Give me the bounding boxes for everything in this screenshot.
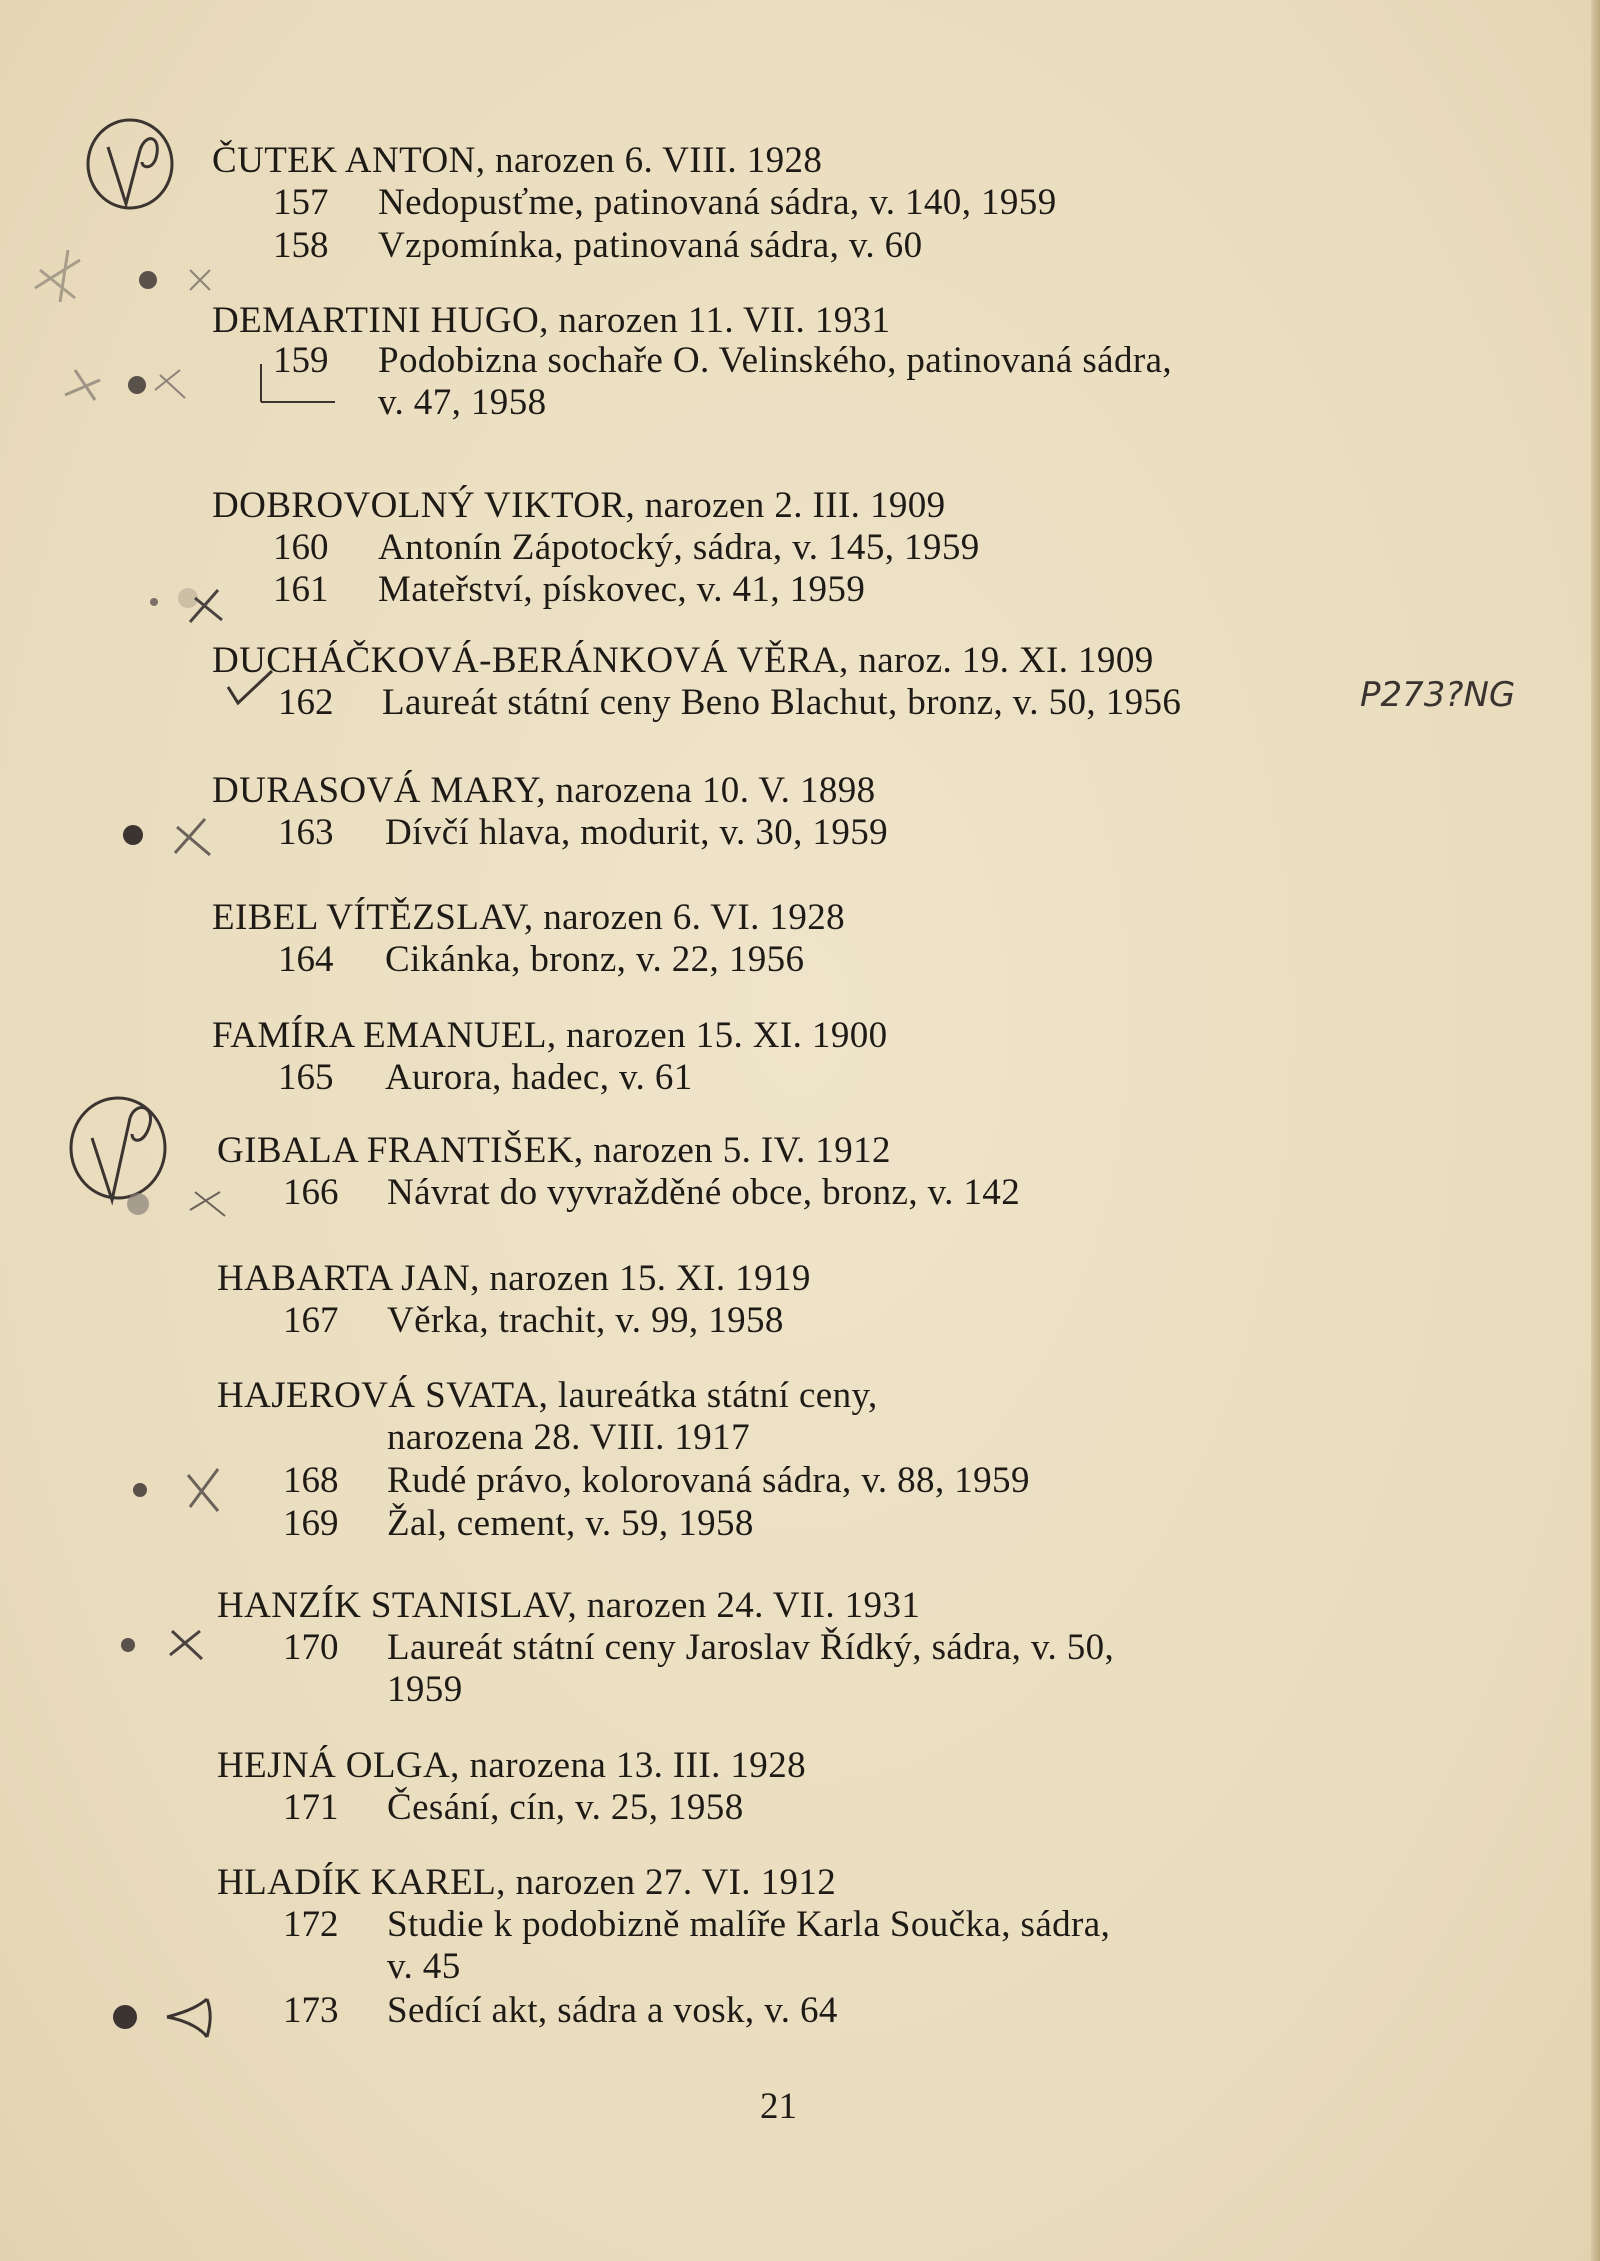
catalogue-number: 157	[273, 182, 329, 223]
work-description: Podobizna sochaře O. Velinského, patinovaná sádra,	[378, 340, 1173, 381]
catalogue-number: 160	[273, 527, 329, 568]
artist-heading: HLADÍK KAREL, narozen 27. VI. 1912	[217, 1862, 837, 1903]
work-description-continuation: v. 45	[387, 1946, 461, 1987]
work-description: Sedící akt, sádra a vosk, v. 64	[387, 1990, 838, 2031]
pencil-cross-mark-icon	[110, 1615, 230, 1675]
catalogue-number: 159	[273, 340, 329, 381]
circled-v-mark-icon	[80, 112, 180, 217]
pencil-cross-mark-icon	[30, 240, 240, 310]
work-description: Dívčí hlava, modurit, v. 30, 1959	[385, 812, 889, 853]
work-description: Rudé právo, kolorovaná sádra, v. 88, 1959	[387, 1460, 1030, 1501]
artist-heading: DOBROVOLNÝ VIKTOR, narozen 2. III. 1909	[212, 485, 946, 526]
catalogue-number: 166	[283, 1172, 339, 1213]
work-description: Vzpomínka, patinovaná sádra, v. 60	[378, 225, 923, 266]
catalogue-number: 158	[273, 225, 329, 266]
artist-heading: DEMARTINI HUGO, narozen 11. VII. 1931	[212, 300, 891, 341]
artist-heading: DURASOVÁ MARY, narozena 10. V. 1898	[212, 770, 876, 811]
catalogue-number: 164	[278, 939, 334, 980]
artist-heading: HAJEROVÁ SVATA, laureátka státní ceny,	[217, 1375, 878, 1416]
work-description: Česání, cín, v. 25, 1958	[387, 1787, 744, 1828]
artist-heading-continuation: narozena 28. VIII. 1917	[387, 1417, 750, 1458]
work-description: Antonín Zápotocký, sádra, v. 145, 1959	[378, 527, 980, 568]
work-description: Cikánka, bronz, v. 22, 1956	[385, 939, 805, 980]
pencil-cross-mark-icon	[120, 1170, 240, 1230]
pencil-cross-mark-icon	[120, 1455, 240, 1525]
pencil-cross-mark-icon	[55, 350, 225, 420]
catalogue-number: 163	[278, 812, 334, 853]
catalogue-number: 171	[283, 1787, 339, 1828]
catalogue-number: 162	[278, 682, 334, 723]
artist-heading: EIBEL VÍTĚZSLAV, narozen 6. VI. 1928	[212, 897, 846, 938]
catalogue-number: 170	[283, 1627, 339, 1668]
work-description: Studie k podobizně malíře Karla Součka, sádra,	[387, 1904, 1111, 1945]
work-description: Žal, cement, v. 59, 1958	[387, 1503, 754, 1544]
catalogue-number: 173	[283, 1990, 339, 2031]
work-description: Mateřství, pískovec, v. 41, 1959	[378, 569, 866, 610]
catalogue-number: 168	[283, 1460, 339, 1501]
catalogue-number: 169	[283, 1503, 339, 1544]
artist-heading: FAMÍRA EMANUEL, narozen 15. XI. 1900	[212, 1015, 888, 1056]
artist-heading: HANZÍK STANISLAV, narozen 24. VII. 1931	[217, 1585, 921, 1626]
work-description: Nedopusťme, patinovaná sádra, v. 140, 1959	[378, 182, 1057, 223]
page-edge	[1591, 0, 1600, 2261]
catalogue-number: 161	[273, 569, 329, 610]
work-description-continuation: v. 47, 1958	[378, 382, 547, 423]
work-description: Návrat do vyvražděné obce, bronz, v. 142	[387, 1172, 1021, 1213]
pencil-cross-mark-icon	[140, 570, 240, 630]
catalogue-number: 172	[283, 1904, 339, 1945]
artist-heading: HEJNÁ OLGA, narozena 13. III. 1928	[217, 1745, 806, 1786]
work-description: Věrka, trachit, v. 99, 1958	[387, 1300, 784, 1341]
work-description-continuation: 1959	[387, 1669, 463, 1710]
artist-heading: DUCHÁČKOVÁ-BERÁNKOVÁ VĚRA, naroz. 19. XI. 1909	[212, 640, 1154, 681]
catalogue-number: 167	[283, 1300, 339, 1341]
pencil-cross-mark-icon	[105, 805, 235, 865]
work-description: Laureát státní ceny Jaroslav Řídký, sádra, v. 50,	[387, 1627, 1115, 1668]
page-number: 21	[760, 2086, 797, 2127]
artist-heading: GIBALA FRANTIŠEK, narozen 5. IV. 1912	[217, 1130, 891, 1171]
work-description: Laureát státní ceny Beno Blachut, bronz, v. 50, 1956	[382, 682, 1182, 723]
work-description: Aurora, hadec, v. 61	[385, 1057, 693, 1098]
artist-heading: ČUTEK ANTON, narozen 6. VIII. 1928	[212, 140, 823, 181]
handwritten-note: P273?NG	[1360, 675, 1516, 715]
catalogue-number: 165	[278, 1057, 334, 1098]
pencil-cross-mark-icon	[95, 1985, 255, 2045]
artist-heading: HABARTA JAN, narozen 15. XI. 1919	[217, 1258, 811, 1299]
